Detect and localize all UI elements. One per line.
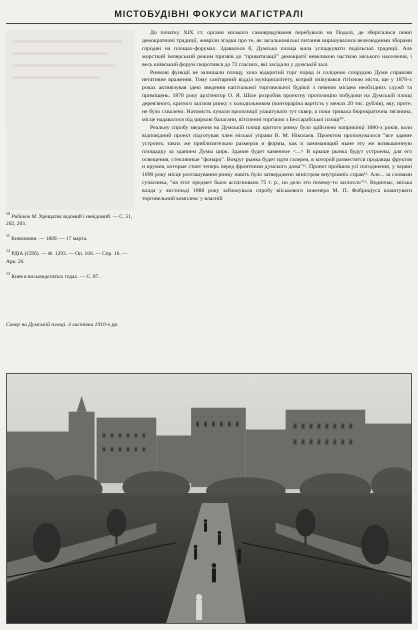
footnote: $^{10}$ Рибаков М. Хрещатик відомий і невідомий. — С. 51, 202, 203. — [6, 211, 133, 228]
footnote-text: Киевлянин. — 1889. — 17 марта. — [11, 236, 88, 243]
footnote: $^{12}$ РДІА (СПб). — Ф. 1293. — Оп. 166. — Спр. 16. — Арк. 26. — [6, 248, 128, 265]
historic-photo — [6, 373, 412, 624]
photo-caption: Сквер на Думській площі. З листівки 1910-х рр. — [6, 322, 119, 328]
paragraph: Реальну спробу зведення на Думській площі критого ринку було здійснено наприкінці 1880-х років, коли відповідний проект підготував член міської управи В. М. Ніколаєв. Проектом пропонувалося "все здание устроить таких же приблизительно размеров и формы, как и занимающий ныне эту же возвышенную площадку за зданием Думы цирк. Здание будет каменное <...> В крыше рынка будут устроены, для его освещения, стеклянные "фонари". Вокруг рынка будет идти галерея, в которой разместятся продавцы фруктов и кружев, которые стоят теперь перед фронтоном думского дома"¹¹. Проект пройшов усі погодження, у червні 1890 року місце розташування ринку навіть було затверджено міністром внутрішніх справ¹². Але... за словами сучасника, "на этот предмет было ассигновано 75 т. р., но дело это почему-то заглохло"¹³. Водночас, міська влада у листопаді 1888 року заблокувала спробу віїськового інженера М. П. Фабриціуса влаштувати торговельний комплекс у власній — [142, 124, 412, 203]
show-through-line — [12, 76, 100, 79]
show-through-line — [12, 64, 116, 67]
left-column — [6, 30, 134, 369]
running-head: МІСТОБУДІВНІ ФОКУСИ МАГІСТРАЛІ — [6, 6, 412, 24]
square-postcard-image — [7, 374, 411, 623]
show-through-area — [6, 30, 134, 210]
footnote: $^{11}$ Киевлянин. — 1889. — 17 марта. — [6, 233, 88, 243]
footnote-text: Хрещатик відомий і невідомий. — С. 51, 202, 203. — [6, 213, 133, 228]
show-through-line — [12, 40, 122, 43]
main-text — [142, 30, 412, 369]
footnote-text: РДІА (СПб). — Ф. 1293. — Оп. 166. — Спр. 16. — Арк. 26. — [6, 251, 128, 265]
paragraph: До початку XIX ст. органи міського самоврядування перебували на Подолі, де зберігалися певні демократичні традиції, жевріли згадки про те, як загальноміські питання вирішувалися велелюдними зборами городян на площах-форумах. Здавалося б, Думська площа мала успадкувати подільські традиції. Але жорсткий імперський режим призвів до "приватизації" демократії невеликою часткою міського населення, і весь київський форум скоротився до 72 гласних, які засідали у думській залі. — [142, 30, 412, 68]
footnotes — [6, 210, 134, 285]
paragraph: Ринкові функції не залишали площу, хоча відкритий торг поряд із солідною спорудою Думи справляв негативне враження. Тому санітарний відділ муніципалітету, котрий опікувався гігієною міста, ще у 1870-х роках активізував ідею зведення капітальної торговельної будівлі з певним місцем необхідних служб та приміщень. 1878 року архітектор О. Я. Шіле розробив проектну пропозицію побудови на Думській площі дерев'яного, критого залізом ринку з холодильником (контораріна вартість у межах 20 тис. рублів), яку, проте, не було схвалено. Натомість лунали пропозиції улаштувати тут сквер, а поки тривала бюрократична тяганина, місце надавалося під циркові балагани, вітспенні торгівлю з Бессарабської площі¹⁰. — [142, 69, 412, 123]
show-through-line — [12, 52, 108, 55]
footnote-text: Киев в восьмидесятых годах. — С. 87. — [11, 273, 100, 280]
footnote-author: Рибаков М. — [11, 213, 38, 220]
footnote: $^{13}$ Киев в восьмидесятых годах. — С. 87. — [6, 270, 100, 280]
